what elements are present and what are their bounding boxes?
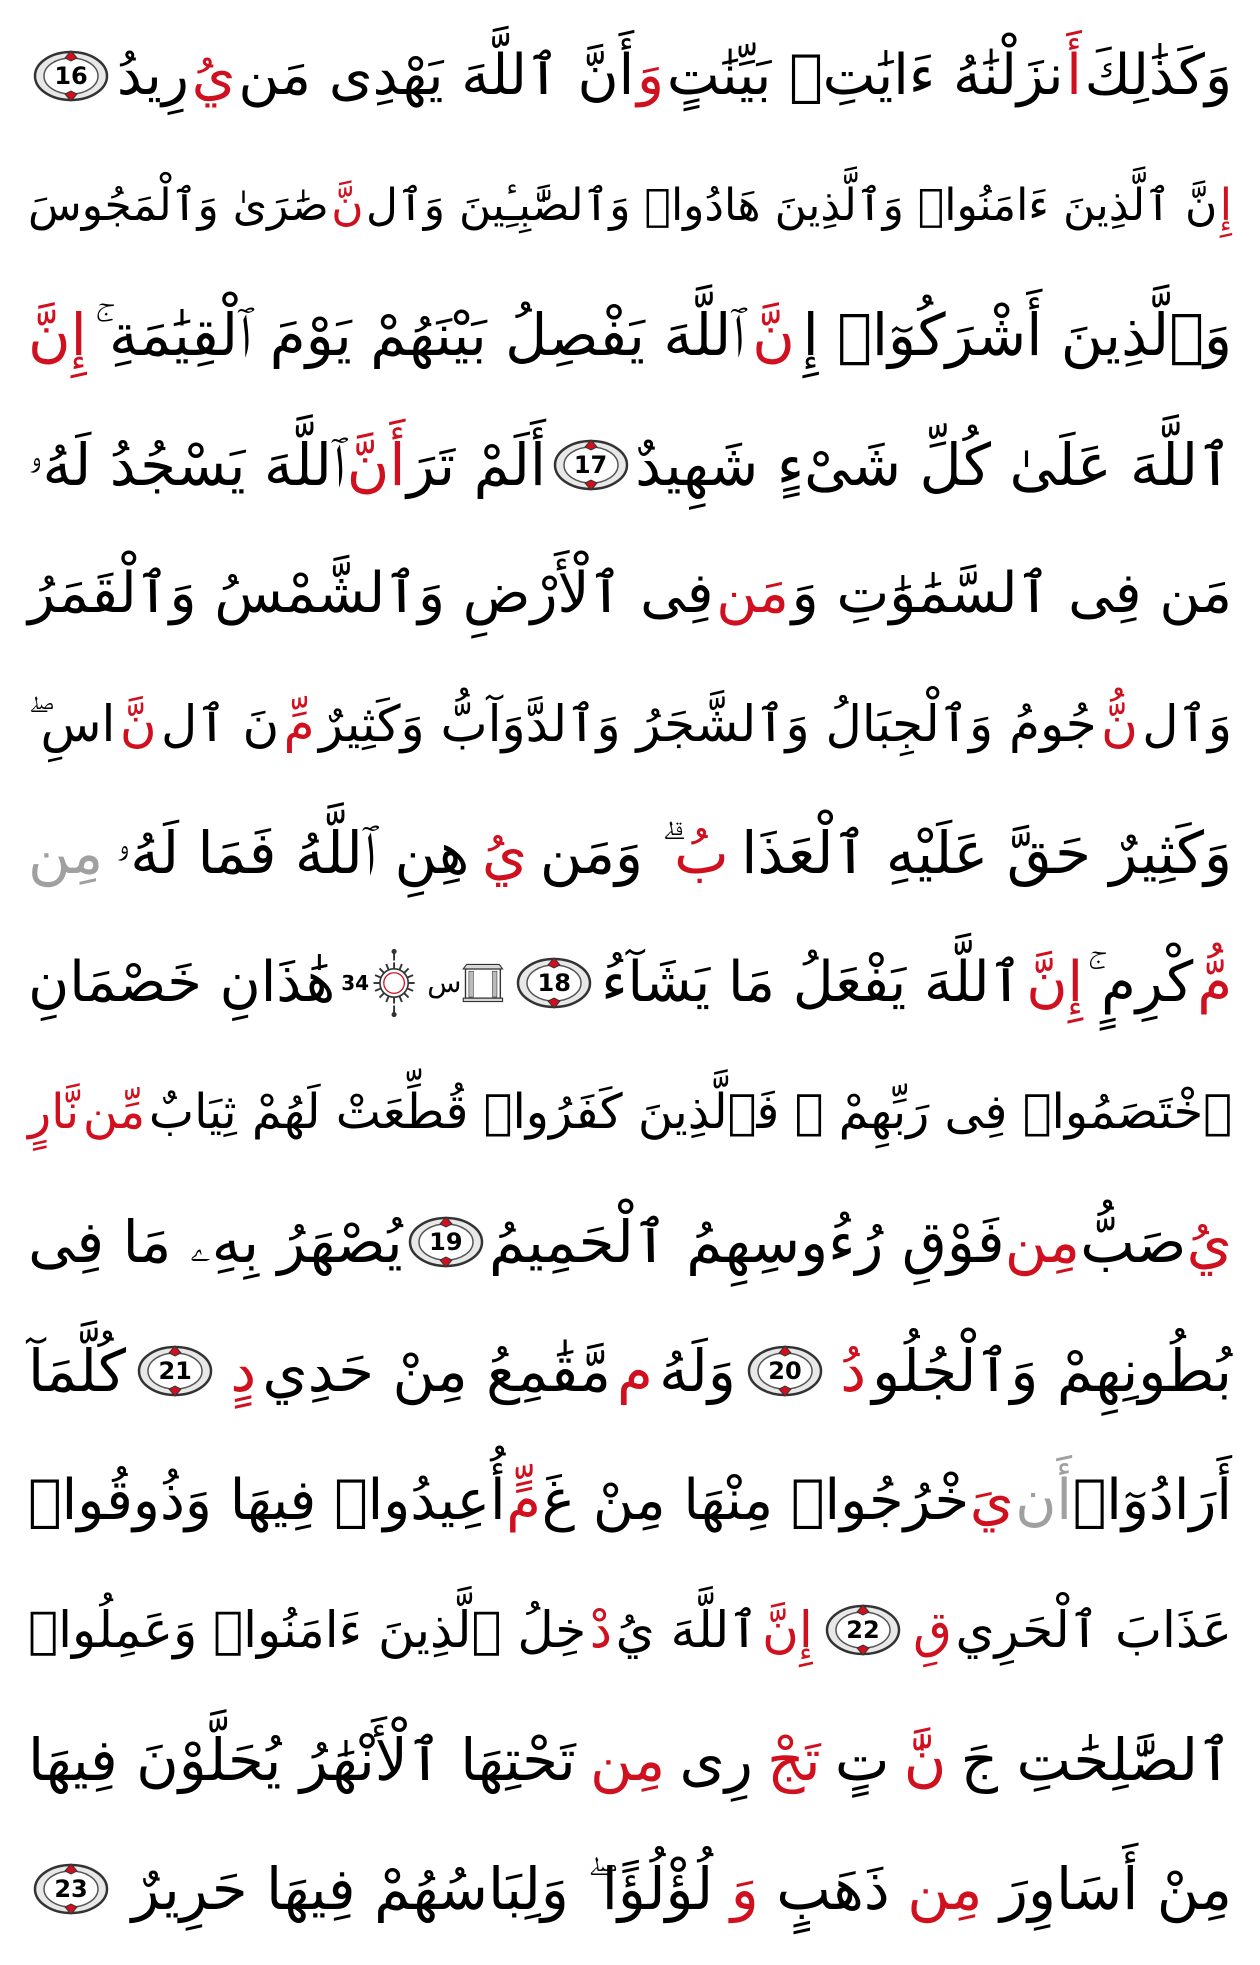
tajweed-red-text: يُ	[191, 43, 236, 108]
ayah-number: 18	[537, 968, 571, 997]
text-line-1	[28, 8, 1232, 144]
tajweed-red-text: م	[617, 1337, 653, 1405]
tajweed-red-text: مِن	[1004, 1207, 1080, 1276]
text-line-5	[28, 526, 1232, 662]
tajweed-red-text: تَجْ	[767, 1725, 821, 1794]
verse-text: مَّقَٰمِعُ مِنْ حَدِي	[262, 1337, 611, 1405]
ayah-marker-17	[552, 437, 630, 493]
tajweed-red-text: نَّ	[752, 301, 795, 369]
verse-text: ٱللَّهَ يَفْصِلُ بَيْنَهُمْ يَوْمَ ٱلْقِيَٰمَةِ ۚ	[94, 301, 745, 369]
tajweed-red-text: مَن	[716, 561, 789, 626]
verse-text: نزَلْنَٰهُ ءَايَٰتِۭ بَيِّنَٰتٍ	[666, 43, 1064, 108]
verse-text: ٱللَّهَ عَلَىٰ كُلِّ شَىْءٍ شَهِيدٌ	[635, 430, 1232, 499]
tajweed-red-text: إِنَّ	[762, 1601, 813, 1659]
verse-text: أَنَّ ٱللَّهَ يَهْدِى مَن	[238, 43, 635, 108]
tajweed-red-text: نَّٰ	[903, 1725, 947, 1794]
verse-text: عَذَابَ ٱلْحَرِي	[955, 1601, 1232, 1659]
text-line-15	[28, 1821, 1232, 1957]
tajweed-red-text: مٍّ	[506, 1467, 541, 1533]
text-line-14	[28, 1692, 1232, 1828]
tajweed-red-text: دٍ	[230, 1337, 257, 1405]
sajda-label: س	[427, 965, 462, 999]
ayah-number: 16	[54, 62, 88, 90]
tajweed-red-text: وَ	[637, 43, 665, 108]
text-line-2	[28, 138, 1232, 274]
verse-text: صَبُّ	[1080, 1207, 1187, 1276]
tajweed-red-text: وَ	[730, 1855, 759, 1923]
tajweed-red-text: مِن	[907, 1855, 983, 1923]
verse-text: ٱللَّهَ يَسْجُدُ لَهُۥ	[28, 430, 346, 499]
tajweed-red-text: يُ	[481, 819, 528, 887]
tajweed-red-text: مِن	[589, 1725, 666, 1794]
verse-text: ٱخْتَصَمُوا۟ فِى رَبِّهِمْ ۖ فَٱلَّذِينَ كَفَرُوا۟ قُطِّعَتْ لَهُمْ ثِيَابٌ	[148, 1084, 1232, 1140]
tajweed-red-text: مِّ	[283, 694, 315, 753]
verse-text: اسِ ۖ	[28, 694, 116, 753]
verse-text: تَحْتِهَا ٱلْأَنْهَٰرُ يُحَلَّوْنَ فِيهَا	[28, 1725, 576, 1794]
verse-text: رِيدُ	[116, 43, 189, 108]
verse-text: لُؤْلُؤًا ۖ وَلِبَاسُهُمْ فِيهَا حَرِيرٌ	[131, 1855, 714, 1923]
ayah-number: 22	[846, 1616, 880, 1644]
tajweed-red-text: بُ	[674, 819, 729, 887]
verse-text: ٱللَّهَ يُ	[615, 1601, 759, 1659]
text-line-8	[28, 915, 1232, 1051]
tajweed-red-text: نُّ	[1101, 694, 1138, 753]
verse-text: هَٰذَانِ خَصْمَانِ	[28, 949, 336, 1015]
ayah-number: 23	[54, 1875, 88, 1903]
ayah-marker-23	[32, 1861, 110, 1917]
verse-text: تٍ	[834, 1725, 890, 1794]
tajweed-red-text: إِنَّ	[1026, 949, 1084, 1015]
tajweed-red-text: إِنَّ	[28, 301, 87, 369]
text-line-11	[28, 1303, 1232, 1439]
verse-text: كُلَّمَآ	[28, 1337, 127, 1405]
tajweed-gray-text: أَن	[1015, 1467, 1072, 1533]
ayah-marker-19	[407, 1214, 485, 1270]
tajweed-red-text: نَّارٍ	[28, 1084, 80, 1140]
text-line-12	[28, 1433, 1232, 1569]
verse-text: مِنْ أَسَاوِرَ	[999, 1855, 1232, 1923]
verse-text: وَٱلَّذِينَ أَشْرَكُوٓا۟ إِ	[802, 301, 1232, 369]
verse-text: بُطُونِهِمْ وَٱلْجُلُو	[872, 1337, 1232, 1405]
tajweed-red-text: دُ	[840, 1337, 867, 1405]
sajda-mihrab-icon	[427, 946, 505, 1020]
verse-text: فِى ٱلْأَرْضِ وَٱلشَّمْسُ وَٱلْقَمَرُ	[28, 561, 714, 626]
tajweed-red-text: نَّ	[331, 179, 364, 231]
ayah-number: 17	[573, 450, 608, 479]
ayah-number: 21	[158, 1357, 192, 1385]
verse-text: أَرَادُوٓا۟	[1072, 1467, 1232, 1533]
tajweed-red-text: دْ	[589, 1601, 613, 1659]
verse-text: أَلَمْ تَرَ	[407, 430, 546, 499]
tajweed-red-text: مُّ	[1197, 949, 1232, 1015]
verse-text: صَٰرَىٰ وَٱلْمَجُوسَ	[28, 179, 329, 231]
verse-text: مَن فِى ٱلسَّمَٰوَٰتِ وَ	[791, 561, 1232, 626]
verse-text: ٱللَّهَ يَفْعَلُ مَا يَشَآءُ	[601, 949, 1023, 1015]
text-line-7	[28, 785, 1232, 921]
verse-text: رِى	[679, 1725, 753, 1794]
tajweed-red-text: يُ	[1186, 1207, 1232, 1276]
verse-text: نَ ٱل	[160, 694, 280, 753]
verse-text: فَوْقِ رُءُوسِهِمُ ٱلْحَمِيمُ	[489, 1207, 1005, 1276]
tajweed-red-text: مِّن	[82, 1084, 146, 1140]
verse-text: يُصْهَرُ بِهِۦ مَا فِى	[28, 1207, 403, 1276]
tajweed-red-text: قِ	[913, 1601, 952, 1659]
ayah-marker-18	[515, 955, 593, 1011]
verse-text: خْرُجُوا۟ مِنْهَا مِنْ غَ	[541, 1467, 970, 1533]
ayah-number: 20	[768, 1357, 802, 1385]
verse-text: وَلَهُ	[659, 1337, 736, 1405]
tajweed-red-text: نَّ	[119, 694, 157, 753]
verse-text: وَكَذَٰلِكَ	[1084, 43, 1232, 108]
verse-text: ۗ وَمَن	[539, 819, 662, 887]
ayah-marker-16	[32, 48, 110, 104]
text-line-13	[28, 1562, 1232, 1698]
tajweed-red-text: يَ	[969, 1467, 1014, 1533]
ayah-marker-20	[746, 1343, 824, 1399]
tajweed-red-text: إِ	[1219, 179, 1232, 231]
text-line-6	[28, 656, 1232, 792]
verse-text: خِلُ ٱلَّذِينَ ءَامَنُوا۟ وَعَمِلُوا۟	[28, 1601, 587, 1659]
tajweed-red-text: أَ	[1066, 43, 1082, 108]
verse-text: أُعِيدُوا۟ فِيهَا وَذُوقُوا۟	[28, 1467, 506, 1533]
text-line-3	[28, 267, 1232, 403]
verse-text: هِنِ ٱللَّهُ فَمَا لَهُۥ	[115, 819, 470, 887]
tajweed-red-text: أَنَّ	[346, 430, 406, 499]
verse-text: جُومُ وَٱلْجِبَالُ وَٱلشَّجَرُ وَٱلدَّوَآبُّ وَكَثِيرٌ	[318, 694, 1097, 753]
ayah-marker-22	[824, 1602, 902, 1658]
hizb-rosette-icon	[341, 928, 419, 1038]
text-line-9	[28, 1044, 1232, 1180]
text-line-4	[28, 397, 1232, 533]
verse-text: كْرِمٍ ۚ	[1087, 949, 1194, 1015]
verse-text: وَكَثِيرٌ حَقَّ عَلَيْهِ ٱلْعَذَا	[741, 819, 1232, 887]
verse-text: نَّ ٱلَّذِينَ ءَامَنُوا۟ وَٱلَّذِينَ هَادُوا۟ وَٱلصَّٰبِـِٔينَ وَٱل	[366, 179, 1218, 231]
text-line-10	[28, 1174, 1232, 1310]
ayah-marker-21	[136, 1343, 214, 1399]
verse-text: ٱلصَّٰلِحَٰتِ جَ	[960, 1725, 1232, 1794]
tajweed-gray-text: مِن	[28, 819, 104, 887]
ayah-number: 19	[429, 1227, 463, 1256]
verse-text: ذَهَبٍ	[776, 1855, 890, 1923]
verse-text: وَٱل	[1142, 694, 1232, 753]
hizb-number: 34	[341, 970, 370, 995]
